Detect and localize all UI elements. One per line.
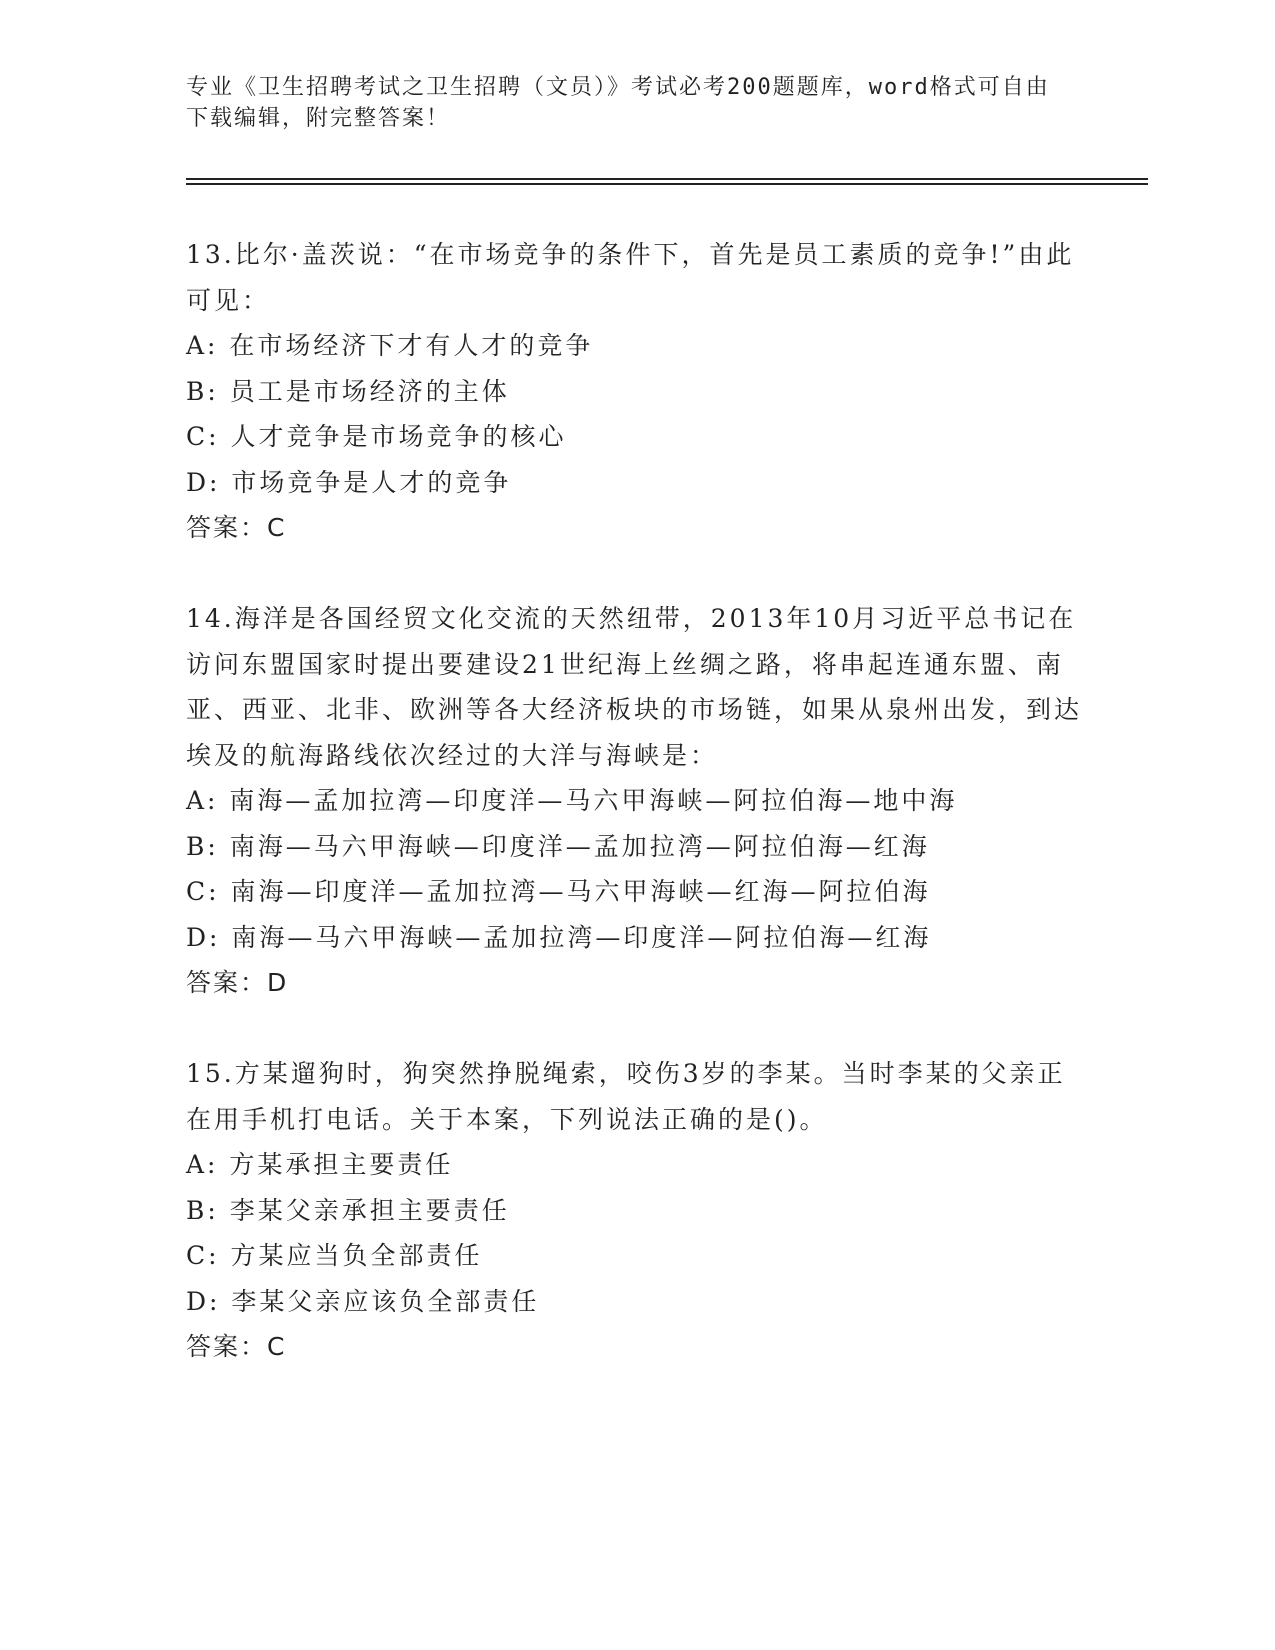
option-b: B: 员工是市场经济的主体 xyxy=(186,376,510,406)
option-a: A: 方某承担主要责任 xyxy=(186,1150,454,1179)
option-d: D: 市场竞争是人才的竞争 xyxy=(186,467,512,497)
question-14 xyxy=(186,596,1086,1005)
answer-label: 答案：C xyxy=(186,513,287,542)
header-divider-bottom xyxy=(186,183,1148,185)
answer-label: 答案：C xyxy=(186,1332,287,1361)
document-header: 专业《卫生招聘考试之卫生招聘（文员）》考试必考200题题库，word格式可自由下载编辑，附完整答案！ xyxy=(186,75,1050,131)
question-13 xyxy=(186,232,1086,550)
option-b: B: 南海—马六甲海峡—印度洋—孟加拉湾—阿拉伯海—红海 xyxy=(186,831,930,861)
question-stem: 13.比尔·盖茨说：“在市场竞争的条件下，首先是员工素质的竞争!”由此可见： xyxy=(186,240,1075,315)
option-c: C: 南海—印度洋—孟加拉湾—马六甲海峡—红海—阿拉伯海 xyxy=(186,877,931,906)
option-d: D: 李某父亲应该负全部责任 xyxy=(186,1286,540,1316)
option-b: B: 李某父亲承担主要责任 xyxy=(186,1195,510,1225)
question-15 xyxy=(186,1051,1086,1369)
option-a: A: 南海—孟加拉湾—印度洋—马六甲海峡—阿拉伯海—地中海 xyxy=(186,786,958,815)
header-divider-top xyxy=(186,178,1148,180)
option-c: C: 人才竞争是市场竞争的核心 xyxy=(186,422,567,451)
question-stem: 14.海洋是各国经贸文化交流的天然纽带，2013年10月习近平总书记在访问东盟国家时提出要建设21世纪海上丝绸之路，将串起连通东盟、南亚、西亚、北非、欧洲等各大经济板块的市场链，如果从泉州出发，到达埃及的航海路线依次经过的大洋与海峡是： xyxy=(186,604,1083,770)
option-c: C: 方某应当负全部责任 xyxy=(186,1241,483,1270)
option-d: D: 南海—马六甲海峡—孟加拉湾—印度洋—阿拉伯海—红海 xyxy=(186,922,932,952)
option-a: A: 在市场经济下才有人才的竞争 xyxy=(186,331,594,360)
question-stem: 15.方某遛狗时，狗突然挣脱绳索，咬伤3岁的李某。当时李某的父亲正在用手机打电话。关于本案，下列说法正确的是()。 xyxy=(186,1059,1066,1134)
answer-label: 答案：D xyxy=(186,968,289,997)
